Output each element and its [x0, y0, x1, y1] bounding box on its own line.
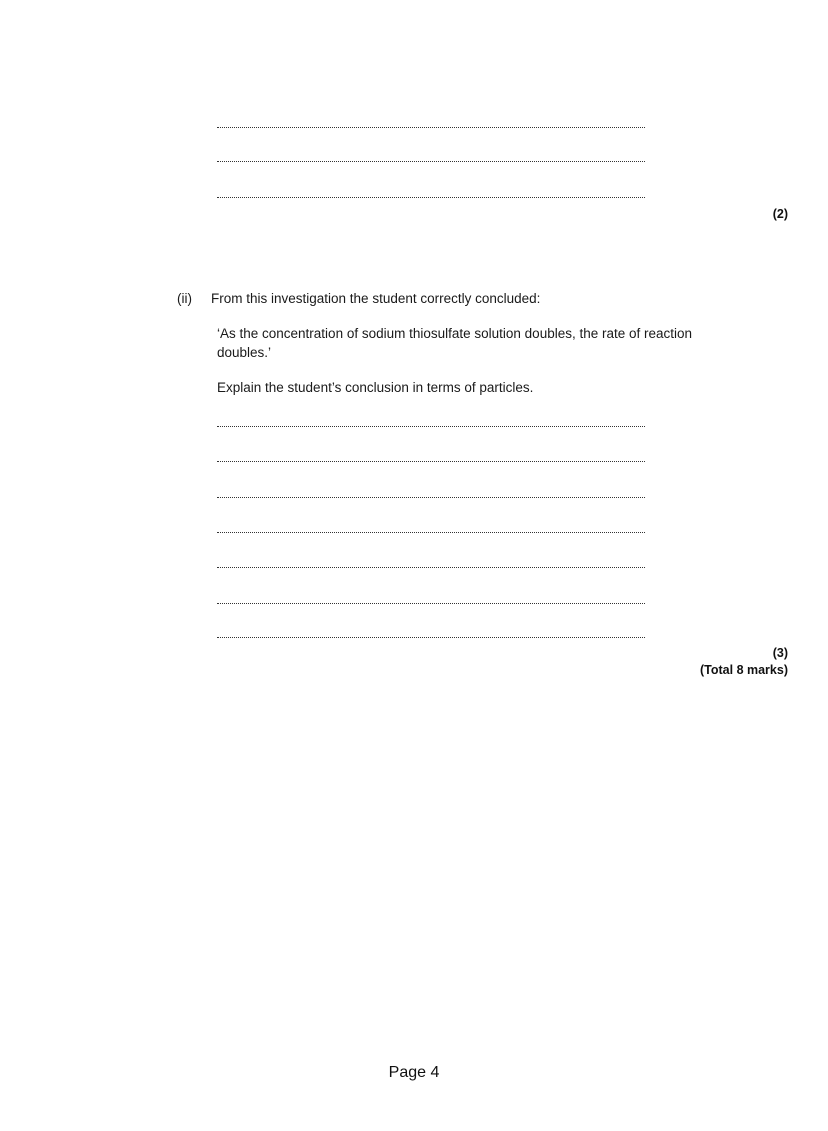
- answer-line-ii-3[interactable]: [217, 497, 645, 498]
- question-instruction: Explain the student’s conclusion in terms of particles.: [217, 380, 534, 395]
- answer-line-i-1[interactable]: [217, 127, 645, 128]
- answer-line-ii-7[interactable]: [217, 637, 645, 638]
- answer-line-ii-5[interactable]: [217, 567, 645, 568]
- part-ii-intro: From this investigation the student correctly concluded:: [211, 291, 541, 306]
- answer-line-ii-1[interactable]: [217, 426, 645, 427]
- total-marks: (Total 8 marks): [700, 663, 788, 677]
- answer-line-ii-4[interactable]: [217, 532, 645, 533]
- marks-part-ii: (3): [772, 646, 788, 660]
- answer-line-ii-6[interactable]: [217, 603, 645, 604]
- answer-line-i-2[interactable]: [217, 161, 645, 162]
- answer-line-i-3[interactable]: [217, 197, 645, 198]
- part-ii-label: (ii): [177, 291, 192, 306]
- answer-line-ii-2[interactable]: [217, 461, 645, 462]
- marks-part-i: (2): [772, 207, 788, 221]
- student-conclusion-quote: ‘As the concentration of sodium thiosulfate solution doubles, the rate of reaction doubles.’: [217, 326, 693, 360]
- page-number: Page 4: [388, 1064, 440, 1081]
